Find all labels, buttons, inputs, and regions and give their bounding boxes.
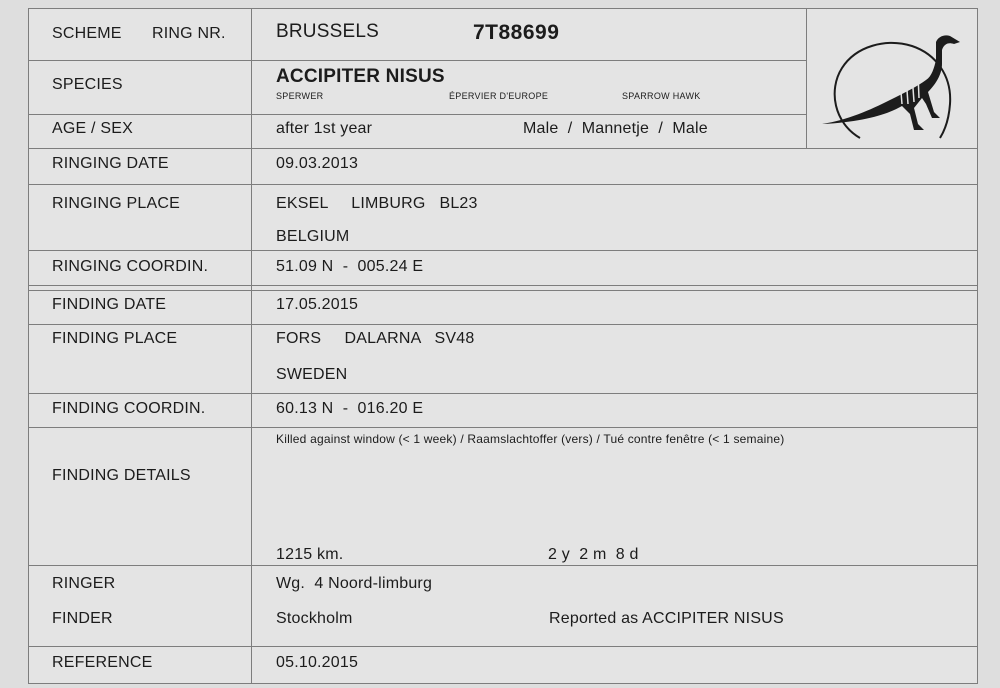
row-divider (28, 683, 978, 684)
finding-place-line2: SWEDEN (276, 366, 348, 383)
duration-value: 2 y 2 m 8 d (548, 546, 639, 563)
row-divider (28, 324, 978, 325)
ringing-place-label: RINGING PLACE (52, 195, 180, 212)
reference-value: 05.10.2015 (276, 654, 359, 671)
row-divider (28, 393, 978, 394)
species-french-name: ÉPERVIER D'EUROPE (449, 91, 549, 101)
finder-label: FINDER (52, 610, 113, 627)
sex-value: Male / Mannetje / Male (523, 120, 708, 137)
ringing-place-line2: BELGIUM (276, 228, 350, 245)
row-divider (28, 148, 978, 149)
finding-details-text: Killed against window (< 1 week) / Raamslachtoffer (vers) / Tué contre fenêtre (< 1 semaine) (276, 432, 785, 446)
finding-coordinates-label: FINDING COORDIN. (52, 400, 206, 417)
dinosaur-skeleton-icon (818, 20, 978, 140)
ringing-recovery-card (28, 8, 978, 684)
reference-label: REFERENCE (52, 654, 153, 671)
column-divider (28, 8, 29, 684)
species-english-name: SPARROW HAWK (622, 91, 701, 101)
finding-place-label: FINDING PLACE (52, 330, 178, 347)
ringing-date-label: RINGING DATE (52, 155, 169, 172)
ringing-coordinates-label: RINGING COORDIN. (52, 258, 209, 275)
age-value: after 1st year (276, 120, 373, 137)
finding-coordinates-value: 60.13 N - 016.20 E (276, 400, 424, 417)
ringing-place-line1: EKSEL LIMBURG BL23 (276, 195, 478, 212)
row-divider (28, 646, 978, 647)
ring-nr-label: RING NR. (152, 25, 226, 42)
row-divider (28, 250, 978, 251)
finding-place-line1: FORS DALARNA SV48 (276, 330, 475, 347)
finding-details-label: FINDING DETAILS (52, 467, 191, 484)
column-divider (806, 8, 807, 148)
ringer-value: Wg. 4 Noord-limburg (276, 575, 433, 592)
row-divider (28, 8, 978, 9)
species-scientific-name: ACCIPITER NISUS (276, 66, 445, 87)
section-divider (28, 290, 978, 291)
ringer-label: RINGER (52, 575, 116, 592)
ringing-date-value: 09.03.2013 (276, 155, 359, 172)
distance-value: 1215 km. (276, 546, 344, 563)
row-divider (28, 427, 978, 428)
finding-date-value: 17.05.2015 (276, 296, 359, 313)
row-divider (28, 565, 978, 566)
column-divider (251, 8, 252, 684)
row-divider (28, 184, 978, 185)
finder-value: Stockholm (276, 610, 353, 627)
species-label: SPECIES (52, 76, 123, 93)
finding-date-label: FINDING DATE (52, 296, 167, 313)
ringing-coordinates-value: 51.09 N - 005.24 E (276, 258, 424, 275)
ring-number: 7T88699 (473, 21, 560, 44)
reported-as-value: Reported as ACCIPITER NISUS (549, 610, 784, 627)
scheme-value: BRUSSELS (276, 21, 379, 42)
scheme-label: SCHEME (52, 25, 122, 42)
age-sex-label: AGE / SEX (52, 120, 133, 137)
row-divider (28, 114, 806, 115)
row-divider (28, 60, 806, 61)
section-divider (28, 285, 978, 286)
species-dutch-name: SPERWER (276, 91, 324, 101)
